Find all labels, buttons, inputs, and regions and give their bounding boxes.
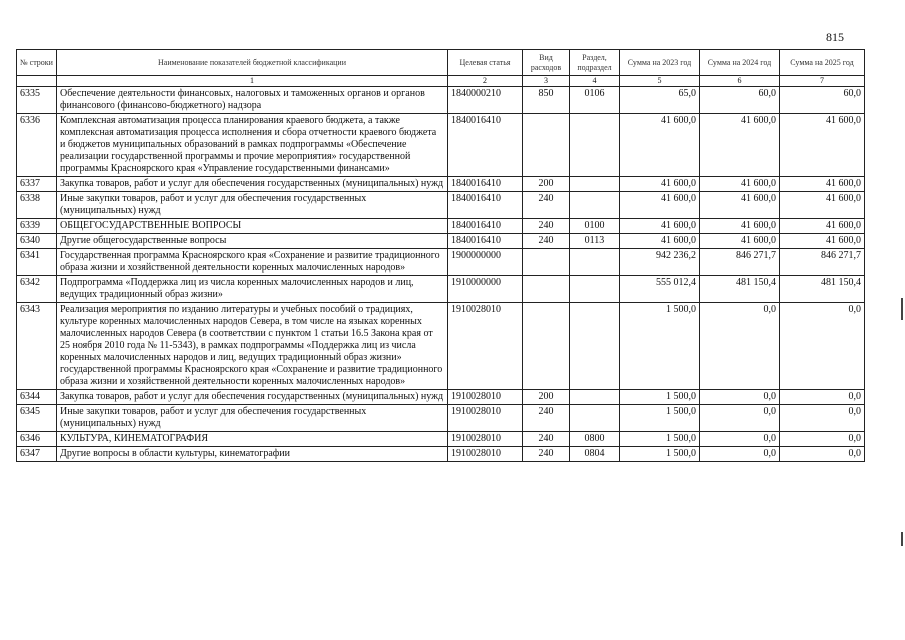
sum-2024: 0,0 <box>700 405 780 432</box>
sum-2025: 0,0 <box>780 432 865 447</box>
column-index: 7 <box>780 76 865 87</box>
column-index-row <box>17 76 865 87</box>
target-article: 1910028010 <box>448 405 523 432</box>
indicator-name: Другие общегосударственные вопросы <box>57 234 448 249</box>
table-header-row <box>17 50 865 76</box>
row-number: 6336 <box>17 114 57 177</box>
section <box>570 303 620 390</box>
scan-margin-mark <box>901 532 903 546</box>
budget-table <box>16 49 865 462</box>
sum-2024: 0,0 <box>700 447 780 462</box>
indicator-name: Подпрограмма «Поддержка лиц из числа коренных малочисленных народов и лиц, ведущих традиционный образ жизни» <box>57 276 448 303</box>
sum-2024: 846 271,7 <box>700 249 780 276</box>
column-index: 6 <box>700 76 780 87</box>
table-row <box>17 432 865 447</box>
section <box>570 249 620 276</box>
sum-2024: 0,0 <box>700 390 780 405</box>
indicator-name: Реализация мероприятия по изданию литературы и учебных пособий о традициях, культуре коренных малочисленных народов Севера, в том числе на языках коренных малочисленных народов Севера (в соответствии с пунктом 1 статьи 16.5 Закона края от 25 ноября 2010 года № 11-5343), в рамках подпрограммы «Поддержка лиц из числа коренных малочисленных народов и лиц, ведущих традиционный образ жизни» государственной программы Красноярского края «Сохранение и развитие традиционного образа жизни и хозяйственной деятельности коренных малочисленных народов» <box>57 303 448 390</box>
section <box>570 405 620 432</box>
header-indicator-name: Наименование показателей бюджетной классификации <box>57 50 448 76</box>
indicator-name: Обеспечение деятельности финансовых, налоговых и таможенных органов и органов финансового (финансово-бюджетного) надзора <box>57 87 448 114</box>
target-article: 1840016410 <box>448 114 523 177</box>
expense-type <box>523 276 570 303</box>
table-row <box>17 303 865 390</box>
table-row <box>17 177 865 192</box>
table-row <box>17 219 865 234</box>
sum-2024: 0,0 <box>700 303 780 390</box>
page-number: 815 <box>826 30 844 44</box>
sum-2023: 41 600,0 <box>620 219 700 234</box>
row-number: 6345 <box>17 405 57 432</box>
indicator-name: Закупка товаров, работ и услуг для обеспечения государственных (муниципальных) нужд <box>57 390 448 405</box>
target-article: 1840000210 <box>448 87 523 114</box>
sum-2025: 0,0 <box>780 447 865 462</box>
column-index: 3 <box>523 76 570 87</box>
sum-2025: 0,0 <box>780 405 865 432</box>
section <box>570 177 620 192</box>
table-row <box>17 192 865 219</box>
sum-2024: 41 600,0 <box>700 192 780 219</box>
target-article: 1900000000 <box>448 249 523 276</box>
expense-type <box>523 249 570 276</box>
expense-type: 200 <box>523 390 570 405</box>
sum-2024: 481 150,4 <box>700 276 780 303</box>
sum-2023: 1 500,0 <box>620 405 700 432</box>
row-number: 6347 <box>17 447 57 462</box>
header-sum-2023: Сумма на 2023 год <box>620 50 700 76</box>
sum-2023: 41 600,0 <box>620 177 700 192</box>
section: 0113 <box>570 234 620 249</box>
expense-type <box>523 303 570 390</box>
expense-type: 240 <box>523 405 570 432</box>
header-sum-2025: Сумма на 2025 год <box>780 50 865 76</box>
sum-2025: 0,0 <box>780 303 865 390</box>
target-article: 1840016410 <box>448 219 523 234</box>
sum-2024: 41 600,0 <box>700 114 780 177</box>
header-expense-type: Вид расходов <box>523 50 570 76</box>
sum-2023: 1 500,0 <box>620 390 700 405</box>
expense-type: 240 <box>523 432 570 447</box>
column-index: 2 <box>448 76 523 87</box>
section: 0106 <box>570 87 620 114</box>
row-number: 6337 <box>17 177 57 192</box>
expense-type: 240 <box>523 447 570 462</box>
section: 0100 <box>570 219 620 234</box>
section <box>570 276 620 303</box>
row-number: 6343 <box>17 303 57 390</box>
expense-type: 240 <box>523 234 570 249</box>
sum-2024: 41 600,0 <box>700 219 780 234</box>
row-number: 6335 <box>17 87 57 114</box>
table-row <box>17 87 865 114</box>
sum-2023: 41 600,0 <box>620 192 700 219</box>
header-target-article: Целевая статья <box>448 50 523 76</box>
sum-2024: 0,0 <box>700 432 780 447</box>
row-number: 6346 <box>17 432 57 447</box>
section <box>570 114 620 177</box>
sum-2023: 1 500,0 <box>620 303 700 390</box>
sum-2023: 65,0 <box>620 87 700 114</box>
sum-2025: 41 600,0 <box>780 177 865 192</box>
indicator-name: Другие вопросы в области культуры, кинематографии <box>57 447 448 462</box>
indicator-name: Закупка товаров, работ и услуг для обеспечения государственных (муниципальных) нужд <box>57 177 448 192</box>
target-article: 1910000000 <box>448 276 523 303</box>
table-row <box>17 447 865 462</box>
row-number: 6344 <box>17 390 57 405</box>
table-row <box>17 390 865 405</box>
sum-2024: 60,0 <box>700 87 780 114</box>
indicator-name: КУЛЬТУРА, КИНЕМАТОГРАФИЯ <box>57 432 448 447</box>
sum-2025: 0,0 <box>780 390 865 405</box>
target-article: 1840016410 <box>448 234 523 249</box>
row-number: 6341 <box>17 249 57 276</box>
sum-2023: 555 012,4 <box>620 276 700 303</box>
sum-2023: 942 236,2 <box>620 249 700 276</box>
sum-2025: 41 600,0 <box>780 114 865 177</box>
column-index: 1 <box>57 76 448 87</box>
expense-type: 240 <box>523 219 570 234</box>
target-article: 1910028010 <box>448 303 523 390</box>
sum-2025: 481 150,4 <box>780 276 865 303</box>
expense-type: 240 <box>523 192 570 219</box>
target-article: 1840016410 <box>448 192 523 219</box>
indicator-name: Государственная программа Красноярского края «Сохранение и развитие традиционного образа жизни и хозяйственной деятельности коренных малочисленных народов» <box>57 249 448 276</box>
sum-2025: 41 600,0 <box>780 219 865 234</box>
scan-margin-mark <box>901 298 903 320</box>
indicator-name: Иные закупки товаров, работ и услуг для обеспечения государственных (муниципальных) нужд <box>57 192 448 219</box>
indicator-name: Комплексная автоматизация процесса планирования краевого бюджета, а также комплексная автоматизация процесса исполнения и сбора отчетности краевого бюджета и бюджетов муниципальных образований в рамках подпрограммы «Обеспечение реализации государственной программы и прочие мероприятия» государственной программы Красноярского края «Управление государственными финансами» <box>57 114 448 177</box>
column-index: 4 <box>570 76 620 87</box>
expense-type: 850 <box>523 87 570 114</box>
table-row <box>17 249 865 276</box>
column-index: 5 <box>620 76 700 87</box>
sum-2025: 846 271,7 <box>780 249 865 276</box>
sum-2024: 41 600,0 <box>700 177 780 192</box>
section <box>570 192 620 219</box>
indicator-name: ОБЩЕГОСУДАРСТВЕННЫЕ ВОПРОСЫ <box>57 219 448 234</box>
table-row <box>17 114 865 177</box>
row-number: 6338 <box>17 192 57 219</box>
table-row <box>17 276 865 303</box>
target-article: 1910028010 <box>448 390 523 405</box>
sum-2023: 1 500,0 <box>620 432 700 447</box>
target-article: 1840016410 <box>448 177 523 192</box>
expense-type <box>523 114 570 177</box>
table-row <box>17 234 865 249</box>
section: 0800 <box>570 432 620 447</box>
sum-2025: 60,0 <box>780 87 865 114</box>
table-row <box>17 405 865 432</box>
section <box>570 390 620 405</box>
sum-2025: 41 600,0 <box>780 192 865 219</box>
target-article: 1910028010 <box>448 432 523 447</box>
target-article: 1910028010 <box>448 447 523 462</box>
indicator-name: Иные закупки товаров, работ и услуг для обеспечения государственных (муниципальных) нужд <box>57 405 448 432</box>
section: 0804 <box>570 447 620 462</box>
header-sum-2024: Сумма на 2024 год <box>700 50 780 76</box>
sum-2023: 41 600,0 <box>620 234 700 249</box>
sum-2024: 41 600,0 <box>700 234 780 249</box>
row-number: 6340 <box>17 234 57 249</box>
column-index <box>17 76 57 87</box>
sum-2023: 41 600,0 <box>620 114 700 177</box>
row-number: 6339 <box>17 219 57 234</box>
header-row-number: № строки <box>17 50 57 76</box>
header-section: Раздел, подраздел <box>570 50 620 76</box>
row-number: 6342 <box>17 276 57 303</box>
sum-2023: 1 500,0 <box>620 447 700 462</box>
expense-type: 200 <box>523 177 570 192</box>
sum-2025: 41 600,0 <box>780 234 865 249</box>
